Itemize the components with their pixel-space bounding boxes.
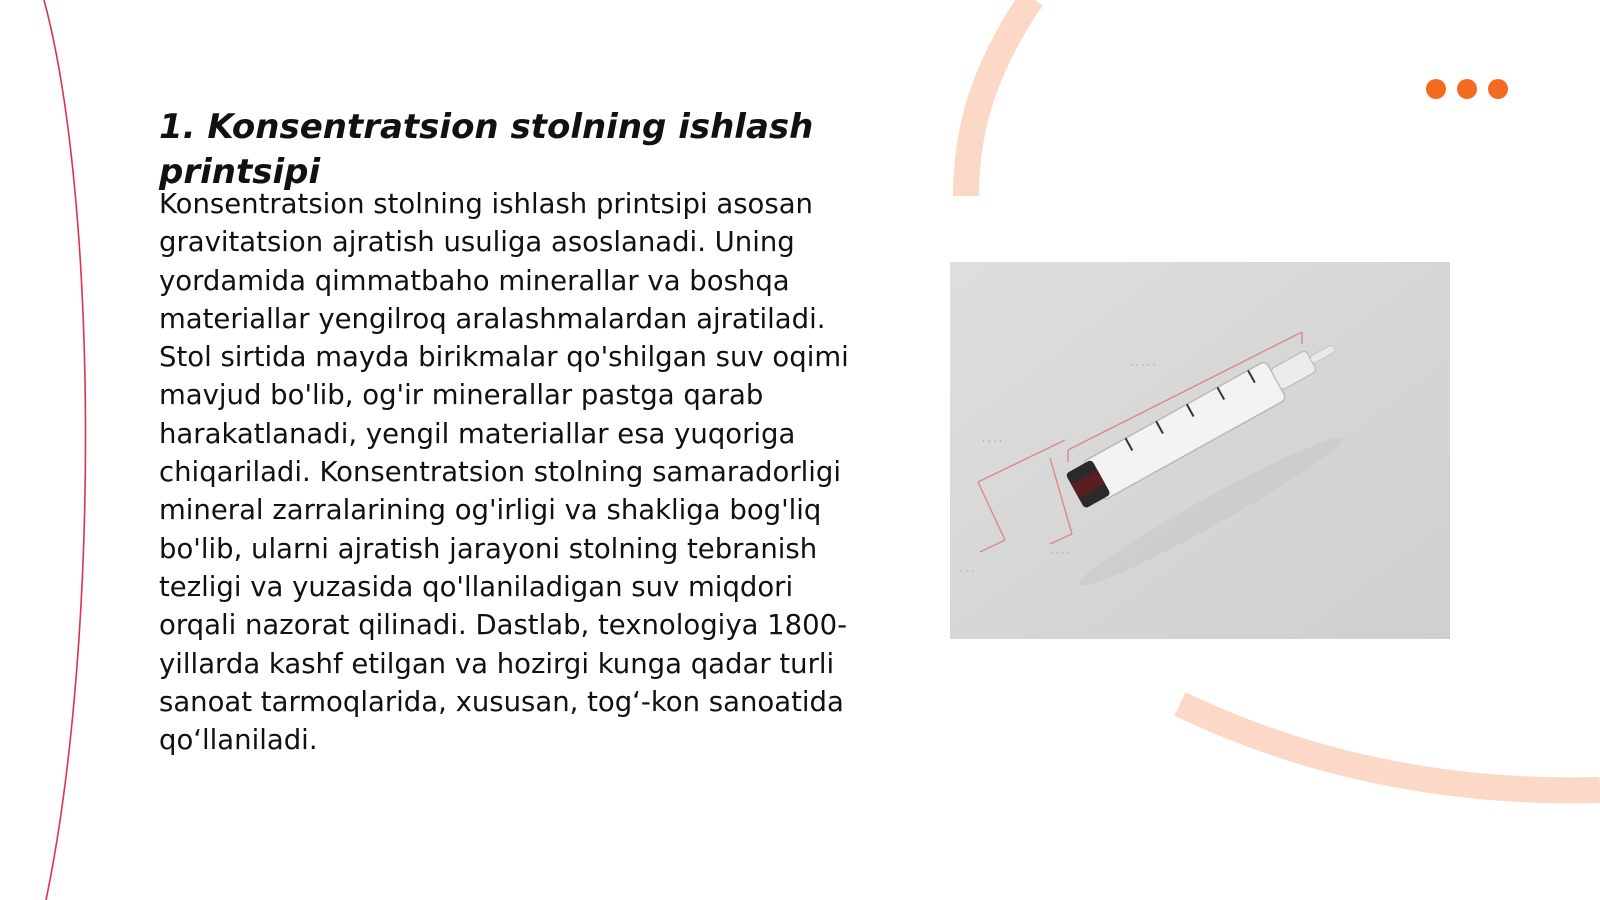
svg-text:· · · ·: · · · ·	[1050, 549, 1071, 559]
syringe-illustration	[950, 262, 1450, 639]
svg-text:· · · · ·: · · · · ·	[1130, 361, 1156, 371]
slide-title: 1. Konsentratsion stolning ishlash printsipi	[159, 107, 814, 192]
bottom-right-arc	[1180, 704, 1600, 790]
dot	[1488, 79, 1508, 99]
left-edge-line	[44, 0, 86, 900]
svg-text:· · · ·: · · · ·	[982, 437, 1003, 447]
dot	[1457, 79, 1477, 99]
svg-text:· · ·: · · ·	[960, 567, 975, 577]
syringe-photo	[950, 262, 1450, 639]
ellipsis-dots-icon	[1426, 79, 1508, 99]
dot	[1426, 79, 1446, 99]
slide-body-text: Konsentratsion stolning ishlash printsipi asosan gravitatsion ajratish usuliga asoslanadi. Uning yordamida qimmatbaho minerallar va boshqa materiallar yengilroq aralashmalardan ajratiladi. Stol sirtida mayda birikmalar qo'shilgan suv oqimi mavjud bo'lib, og'ir minerallar pastga qarab harakatlanadi, yengil materiallar esa yuqoriga chiqariladi. Konsentratsion stolning samaradorligi mineral zarralarining og'irligi va shakliga bog'liq bo'lib, ularni ajratish jarayoni stolning tebranish tezligi va yuzasida qo'llaniladigan suv miqdori orqali nazorat qilinadi. Dastlab, texnologiya 1800-yillarda kashf etilgan va hozirgi kunga qadar turli sanoat tarmoqlarida, xususan, tog‘-kon sanoatida qo‘llaniladi.	[159, 188, 849, 757]
top-right-arc	[966, 0, 1032, 196]
